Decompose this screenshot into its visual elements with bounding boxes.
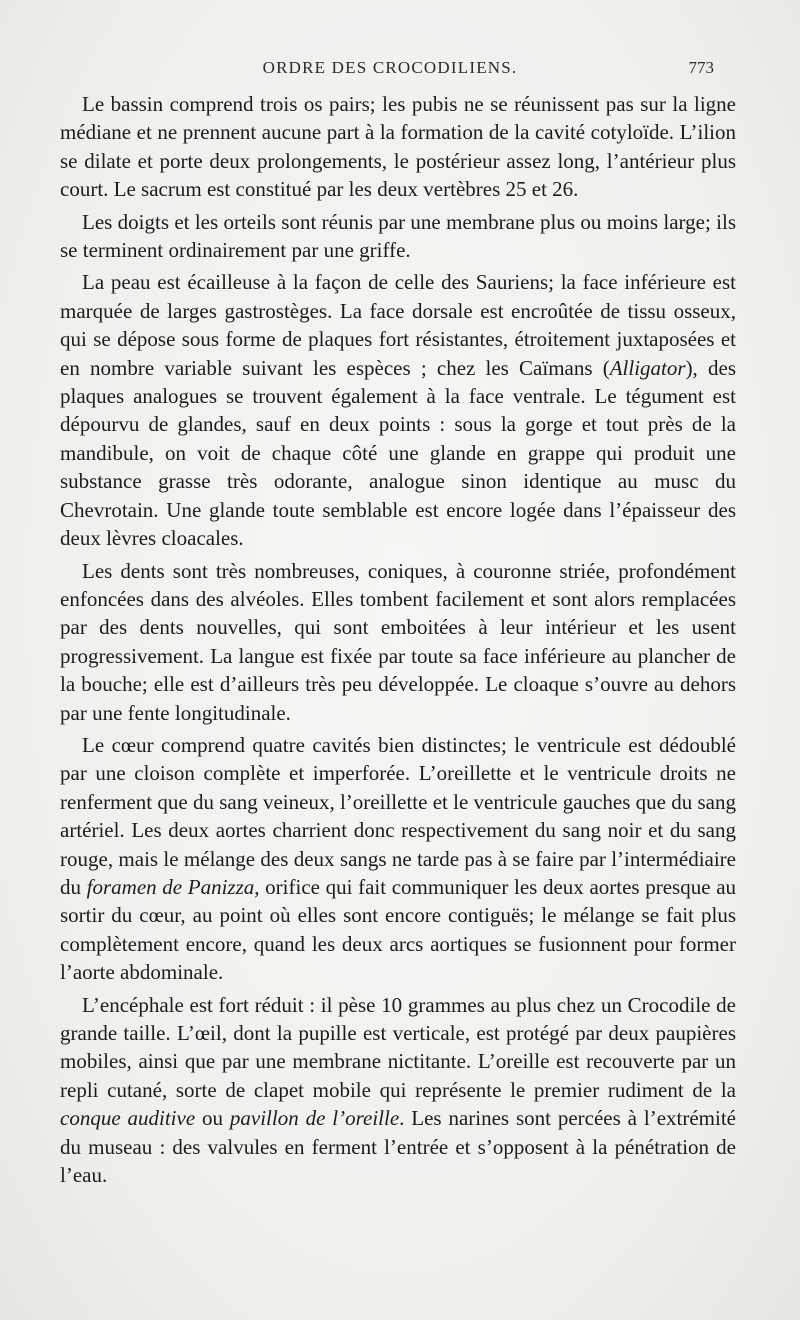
- paragraph-peau: [60, 268, 736, 552]
- paragraph-text: ou: [195, 1106, 230, 1131]
- running-title: ORDRE DES CROCODILIENS.: [262, 58, 518, 77]
- italic-term: foramen de Panizza: [86, 874, 255, 899]
- paragraph-text: Le bassin comprend trois os pairs; les pubis ne se réunissent pas sur la ligne médiane et ne prennent aucune part à la formation de la cavité cotyloïde. L’ilion se dilate et porte deux prolongements, le postérieur assez long, l’antérieur plus court. Le sacrum est constitué par les deux vertèbres 25 et 26.: [60, 92, 736, 202]
- paragraph-bassin: [60, 90, 736, 204]
- paragraph-text: ), des plaques analogues se trouvent également à la face ventrale. Le tégument est dépourvu de glandes, sauf en deux points : sous la gorge et tout près de la mandibule, on voit de chaque côté une glande en grappe qui produit une substance grasse très odorante, analogue sinon identique au musc du Chevrotain. Une glande toute semblable est encore logée dans l’épaisseur des deux lèvres cloacales.: [60, 355, 736, 551]
- paragraph-text: L’encéphale est fort réduit : il pèse 10 grammes au plus chez un Crocodile de grande taille. L’œil, dont la pupille est verticale, est protégé par deux paupières mobiles, ainsi que par une membrane nictitante. L’oreille est recouverte par un repli cutané, sorte de clapet mobile qui représente le premier rudiment de la: [60, 992, 736, 1102]
- paragraph-text: Le cœur comprend quatre cavités bien distinctes; le ventricule est dédoublé par une cloison complète et imperforée. L’oreillette et le ventricule droits ne renferment que du sang veineux, l’oreillette et le ventricule gauches que du sang artériel. Les deux aortes charrient donc respectivement du sang noir et du sang rouge, mais le mélange des deux sangs ne tarde pas à se faire par l’intermédiaire du: [60, 732, 736, 899]
- paragraph-text: La peau est écailleuse à la façon de celle des Sauriens; la face inférieure est marquée de larges gastrostèges. La face dorsale est encroûtée de tissu osseux, qui se dépose sous forme de plaques fort résistantes, étroitement juxtaposées et en nombre variable suivant les espèces ; chez les Caïmans (: [60, 270, 736, 380]
- italic-term: pavillon de l’oreille: [229, 1106, 400, 1131]
- italic-term: Alligator: [609, 355, 686, 380]
- running-head: [60, 58, 720, 86]
- paragraph-text: Les doigts et les orteils sont réunis par une membrane plus ou moins large; ils se terminent ordinairement par une griffe.: [60, 209, 736, 263]
- body-text: [60, 90, 736, 1193]
- paragraph-coeur: [60, 731, 736, 987]
- paragraph-text: , orifice qui fait communiquer les deux aortes presque au sortir du cœur, au point où elles sont encore contiguës; le mélange se fait plus complètement encore, quand les deux arcs aortiques se fusionnent pour former l’aorte abdominale.: [60, 874, 737, 985]
- paragraph-text: Les dents sont très nombreuses, coniques, à couronne striée, profondément enfoncées dans des alvéoles. Elles tombent facilement et sont alors remplacées par des dents nouvelles, qui sont emboitées à leur intérieur et les usent progressivement. La langue est fixée par toute sa face inférieure au plancher de la bouche; elle est d’ailleurs très peu développée. Le cloaque s’ouvre au dehors par une fente longitudinale.: [60, 558, 736, 725]
- paragraph-dents: [60, 557, 736, 727]
- italic-term: conque auditive: [60, 1106, 196, 1131]
- paragraph-text: . Les narines sont percées à l’extrémité du museau : des valvules en ferment l’entrée et s’opposent à la pénétration de l’eau.: [60, 1106, 736, 1188]
- paragraph-doigts: [60, 208, 736, 265]
- page-number: 773: [688, 58, 714, 77]
- paragraph-encephale: [60, 991, 736, 1190]
